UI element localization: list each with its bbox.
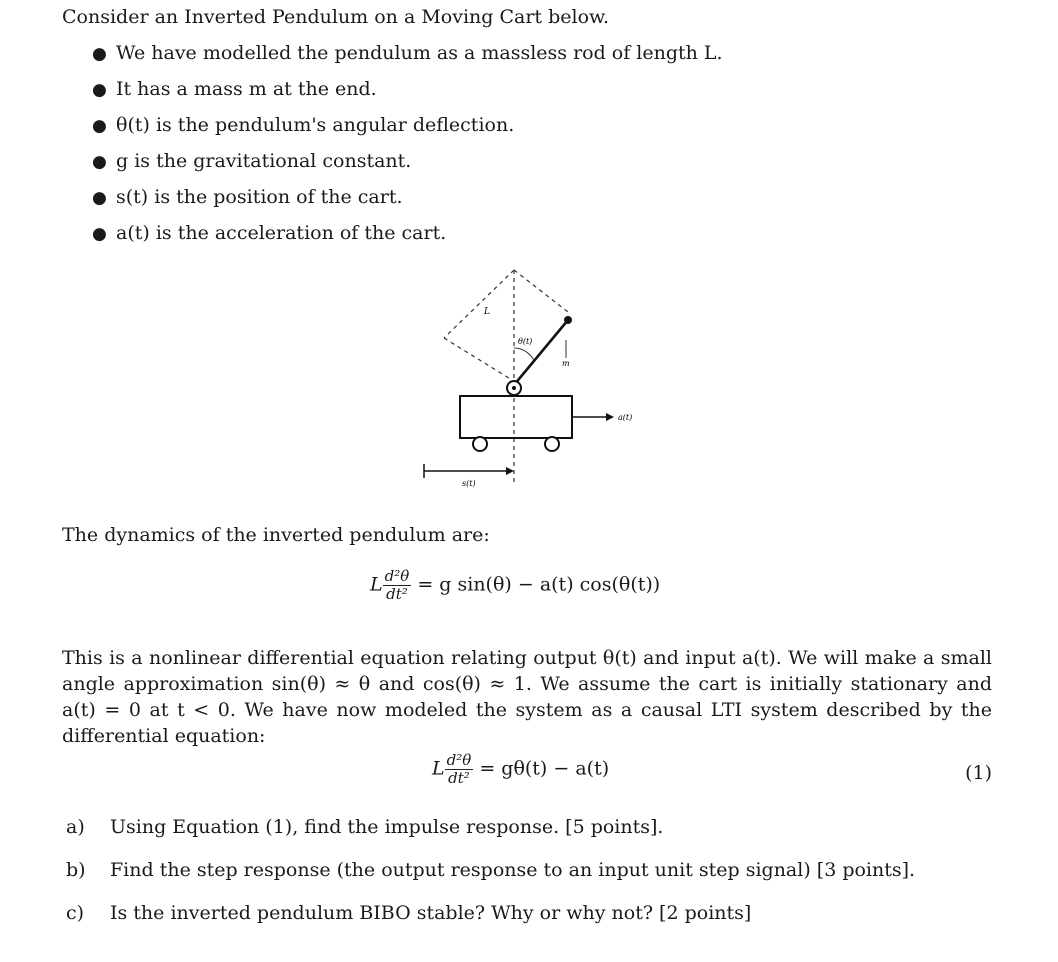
question-text: Find the step response (the output response to an input unit step signal) [3 points]. bbox=[110, 859, 916, 881]
intro-text: Consider an Inverted Pendulum on a Moving Cart below. bbox=[62, 6, 610, 28]
question-item bbox=[66, 900, 915, 943]
eq2-numerator: d²θ bbox=[446, 751, 472, 769]
assumption-list bbox=[92, 40, 723, 256]
equation-number: (1) bbox=[965, 762, 992, 784]
nonlinear-equation bbox=[370, 568, 660, 603]
eq2-coefficient: L bbox=[432, 757, 445, 780]
eq1-coefficient: L bbox=[370, 573, 383, 596]
mass-label: m bbox=[562, 359, 570, 368]
linearization-paragraph: This is a nonlinear differential equation relating output θ(t) and input a(t). We will make a small angle approximation sin(θ) ≈ θ and cos(θ) ≈ 1. We assume the cart is initially stationary and a(t) = 0 at t < 0. We have now modeled the system as a causal LTI system described by the differential equation: bbox=[62, 647, 992, 747]
bullet-dot-icon: ● bbox=[92, 224, 107, 244]
pendulum-rod bbox=[514, 320, 568, 385]
eq1-denominator: dt² bbox=[386, 585, 408, 603]
dynamics-intro: The dynamics of the inverted pendulum are: bbox=[62, 524, 490, 546]
bullet-dot-icon: ● bbox=[92, 152, 107, 172]
bullet-item bbox=[92, 220, 723, 256]
question-label: b) bbox=[66, 859, 86, 881]
question-text: Is the inverted pendulum BIBO stable? Why or why not? [2 points] bbox=[110, 902, 752, 924]
question-label: a) bbox=[66, 816, 85, 838]
linear-equation bbox=[432, 752, 609, 787]
length-indicator-line bbox=[444, 338, 512, 380]
bullet-dot-icon: ● bbox=[92, 80, 107, 100]
position-label: s(t) bbox=[462, 479, 476, 488]
question-list bbox=[66, 814, 915, 943]
question-label: c) bbox=[66, 902, 85, 924]
eq2-rhs: = gθ(t) − a(t) bbox=[479, 757, 610, 780]
eq1-rhs: = g sin(θ) − a(t) cos(θ(t)) bbox=[417, 573, 661, 596]
question-item bbox=[66, 814, 915, 857]
angle-arc bbox=[514, 348, 534, 360]
cart-wheel-right bbox=[545, 437, 559, 451]
eq1-fraction bbox=[383, 568, 412, 603]
acceleration-label: a(t) bbox=[618, 413, 633, 422]
cart-body bbox=[460, 396, 572, 438]
bullet-text: θ(t) is the pendulum's angular deflection. bbox=[116, 114, 515, 136]
length-label: L bbox=[484, 307, 490, 317]
bullet-dot-icon: ● bbox=[92, 188, 107, 208]
question-text: Using Equation (1), find the impulse response. [5 points]. bbox=[110, 816, 664, 838]
acceleration-arrowhead-icon bbox=[606, 413, 614, 421]
bullet-item bbox=[92, 184, 723, 220]
position-arrowhead-icon bbox=[506, 467, 514, 475]
bullet-text: g is the gravitational constant. bbox=[116, 150, 412, 172]
bullet-text: We have modelled the pendulum as a massless rod of length L. bbox=[116, 42, 723, 64]
cart-wheel-left bbox=[473, 437, 487, 451]
bullet-dot-icon: ● bbox=[92, 44, 107, 64]
bullet-text: s(t) is the position of the cart. bbox=[116, 186, 403, 208]
bullet-item bbox=[92, 112, 723, 148]
bullet-item bbox=[92, 148, 723, 184]
bullet-item bbox=[92, 40, 723, 76]
bullet-dot-icon: ● bbox=[92, 116, 107, 136]
eq1-numerator: d²θ bbox=[384, 567, 410, 585]
bullet-text: It has a mass m at the end. bbox=[116, 78, 377, 100]
angle-label: θ(t) bbox=[518, 337, 533, 346]
bullet-text: a(t) is the acceleration of the cart. bbox=[116, 222, 447, 244]
eq2-fraction bbox=[445, 752, 474, 787]
bullet-item bbox=[92, 76, 723, 112]
pendulum-cart-figure bbox=[410, 262, 670, 492]
question-item bbox=[66, 857, 915, 900]
eq2-denominator: dt² bbox=[448, 769, 470, 787]
pendulum-mass bbox=[564, 316, 572, 324]
length-indicator-line bbox=[444, 270, 514, 338]
pivot-center bbox=[512, 386, 516, 390]
length-indicator-line bbox=[514, 270, 568, 312]
